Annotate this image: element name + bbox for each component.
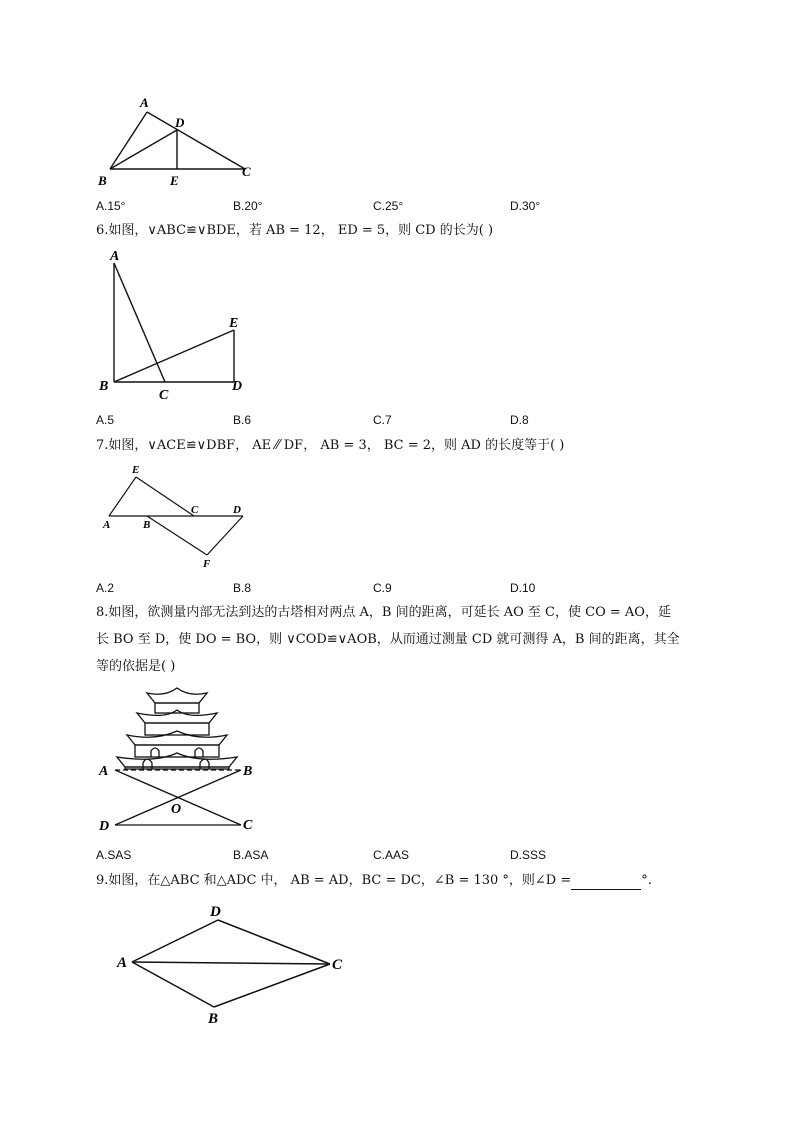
q9-segment-dc	[218, 920, 330, 964]
q8-option-b[interactable]: B.ASA	[233, 848, 269, 862]
q9-answer-blank[interactable]	[571, 875, 641, 890]
q6-label-a: A	[110, 249, 120, 264]
q9-segment-ab	[132, 962, 214, 1007]
q8-label-d: D	[99, 819, 110, 834]
q6-segment-ac	[114, 263, 165, 382]
q9-figure	[110, 900, 355, 1030]
q7-segment-fd	[207, 516, 243, 555]
q5-label-d: D	[175, 115, 185, 130]
q9-label-d: D	[210, 904, 221, 920]
q6-option-c[interactable]: C.7	[373, 413, 392, 427]
q7-option-d[interactable]: D.10	[510, 581, 536, 595]
q6-label-d: D	[232, 379, 243, 394]
q7-label-b: B	[143, 519, 151, 531]
q5-option-b[interactable]: B.20°	[233, 199, 263, 213]
q6-label-b: B	[99, 379, 109, 394]
q9-segment-ad	[132, 920, 218, 962]
q6-stem: 6.如图，∨ABC≌∨BDE，若 AB = 12， ED = 5，则 CD 的长为( )	[96, 223, 494, 238]
q5-label-e: E	[170, 173, 179, 188]
q6-segment-be	[114, 330, 234, 382]
q7-option-a[interactable]: A.2	[96, 581, 115, 595]
q9-label-c: C	[332, 957, 343, 973]
q8-option-a[interactable]: A.SAS	[96, 848, 132, 862]
q9-segment-bc	[214, 964, 330, 1007]
pagoda-icon	[117, 688, 237, 769]
q5-figure	[90, 90, 270, 190]
q8-label-o: O	[171, 802, 182, 817]
q7-option-c[interactable]: C.9	[373, 581, 392, 595]
q5-option-a[interactable]: A.15°	[96, 199, 126, 213]
q8-stem-line-2: 长 BO 至 D，使 DO = BO，则 ∨COD≌∨AOB，从而通过测量 CD 就可测得 A，B 间的距离，其全	[96, 632, 680, 647]
q6-label-e: E	[229, 316, 239, 331]
q8-label-a: A	[99, 764, 109, 779]
q8-stem-line-1: 8.如图，欲测量内部无法到达的古塔相对两点 A，B 间的距离，可延长 AO 至 C，使 CO = AO，延	[96, 605, 671, 620]
q5-label-c: C	[242, 164, 251, 179]
q7-label-c: C	[191, 504, 199, 516]
q8-figure	[95, 683, 270, 838]
q7-label-e: E	[132, 464, 140, 476]
q5-segment-ac	[147, 112, 245, 169]
q5-option-d[interactable]: D.30°	[510, 199, 541, 213]
q7-figure	[95, 460, 260, 575]
q5-label-a: A	[140, 95, 149, 110]
q7-label-f: F	[203, 558, 211, 570]
q9-stem	[96, 872, 652, 890]
q7-label-d: D	[233, 504, 241, 516]
q9-label-a: A	[117, 955, 128, 971]
q8-stem-line-3: 等的依据是( )	[96, 659, 176, 674]
q7-label-a: A	[103, 519, 111, 531]
q8-label-b: B	[243, 764, 253, 779]
q9-segment-ac	[132, 962, 330, 964]
q5-segment-bd	[110, 130, 177, 169]
q7-segment-ec	[136, 477, 194, 516]
q6-option-d[interactable]: D.8	[510, 413, 529, 427]
q8-label-c: C	[243, 818, 253, 833]
q6-figure	[95, 245, 265, 405]
q7-option-b[interactable]: B.8	[233, 581, 252, 595]
q7-stem: 7.如图，∨ACE≌∨DBF， AE ⁄⁄ DF， AB = 3， BC = 2，则 AD 的长度等于( )	[96, 438, 565, 453]
q9-stem-after: °.	[641, 873, 652, 888]
q6-option-a[interactable]: A.5	[96, 413, 115, 427]
q6-option-b[interactable]: B.6	[233, 413, 252, 427]
q6-label-c: C	[159, 388, 169, 403]
q5-segment-ba	[110, 112, 147, 169]
q5-label-b: B	[98, 173, 107, 188]
q8-option-d[interactable]: D.SSS	[510, 848, 547, 862]
q9-label-b: B	[208, 1011, 219, 1027]
q9-stem-before: 9.如图，在△ABC 和△ADC 中， AB = AD，BC = DC，∠B = 130 °，则∠D =	[96, 873, 572, 888]
q7-segment-bf	[147, 516, 207, 555]
q7-segment-ae	[109, 477, 136, 516]
q5-option-c[interactable]: C.25°	[373, 199, 404, 213]
q8-option-c[interactable]: C.AAS	[373, 848, 410, 862]
